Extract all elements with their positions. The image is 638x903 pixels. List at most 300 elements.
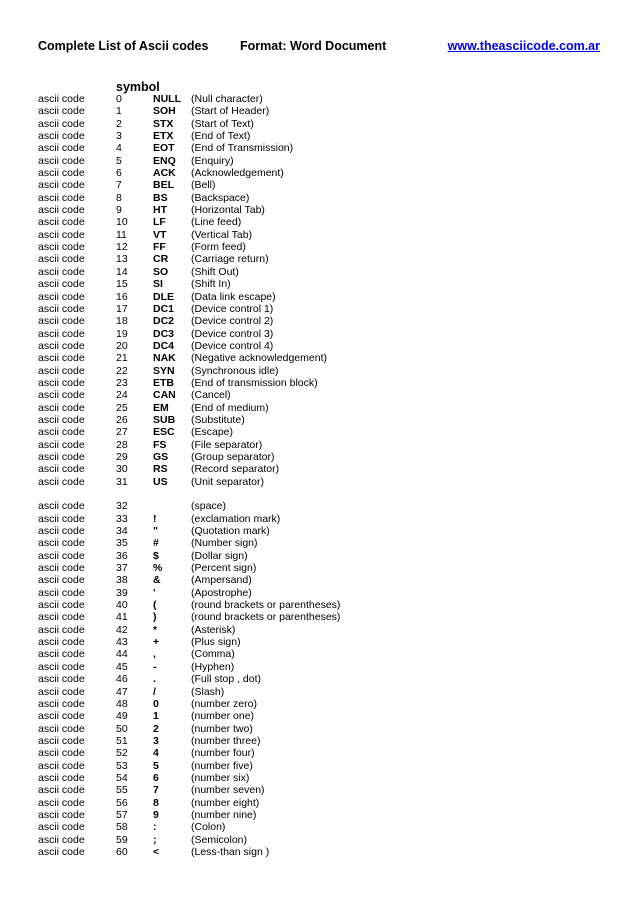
ascii-symbol: 6 [153,771,159,784]
ascii-description: (Substitute) [191,413,245,426]
ascii-description: (Plus sign) [191,636,241,649]
ascii-symbol: SI [153,278,163,291]
ascii-description: (End of Transmission) [191,142,294,155]
ascii-code-value: 21 [116,352,128,365]
table-row [38,192,600,204]
row-label: ascii code [38,771,85,784]
table-row [38,476,600,488]
table-row [38,439,600,451]
ascii-symbol: DC3 [153,327,175,340]
row-label: ascii code [38,364,85,377]
row-label: ascii code [38,93,85,105]
ascii-symbol: < [153,845,160,858]
ascii-symbol: 0 [153,697,159,710]
ascii-code-value: 46 [116,673,128,686]
ascii-description: (File separator) [191,438,263,451]
table-row [38,142,600,154]
row-label: ascii code [38,734,85,747]
row-label: ascii code [38,253,85,266]
ascii-symbol: DC2 [153,315,175,328]
ascii-code-value: 9 [116,204,122,217]
ascii-symbol: SO [153,265,169,278]
ascii-symbol: LF [153,216,166,229]
ascii-code-value: 44 [116,648,128,661]
row-label: ascii code [38,117,85,130]
ascii-code-value: 26 [116,413,128,426]
ascii-description: (number six) [191,771,250,784]
row-label: ascii code [38,278,85,291]
row-label: ascii code [38,660,85,673]
ascii-description: (Start of Text) [191,117,254,130]
row-label: ascii code [38,574,85,587]
ascii-symbol: ETB [153,376,174,389]
table-row [38,809,600,821]
ascii-symbol: DC1 [153,302,175,315]
ascii-code-value: 27 [116,426,128,439]
row-label: ascii code [38,586,85,599]
row-label: ascii code [38,327,85,340]
ascii-description: (Escape) [191,426,234,439]
table-row [38,402,600,414]
ascii-code-value: 1 [116,105,122,118]
ascii-symbol: DLE [153,290,174,303]
row-label: ascii code [38,796,85,809]
ascii-symbol: BS [153,191,168,204]
row-label: ascii code [38,130,85,143]
ascii-code-value: 2 [116,117,122,130]
ascii-description: (Dollar sign) [191,549,248,562]
group-spacer [38,488,600,500]
ascii-description: (Comma) [191,648,235,661]
ascii-description: (Device control 2) [191,315,274,328]
ascii-symbol: STX [153,117,174,130]
table-row [38,241,600,253]
row-label: ascii code [38,784,85,797]
ascii-code-value: 49 [116,710,128,723]
ascii-code-value: 47 [116,685,128,698]
ascii-description: (number zero) [191,697,257,710]
row-label: ascii code [38,500,85,513]
table-row [38,130,600,142]
table-row [38,451,600,463]
ascii-code-value: 32 [116,500,128,513]
ascii-code-value: 16 [116,290,128,303]
row-label: ascii code [38,845,85,858]
table-row [38,698,600,710]
table-row [38,365,600,377]
ascii-code-value: 4 [116,142,122,155]
row-label: ascii code [38,722,85,735]
ascii-symbol: 7 [153,784,159,797]
row-label: ascii code [38,636,85,649]
ascii-description: (Colon) [191,821,226,834]
ascii-symbol: % [153,562,163,575]
ascii-code-value: 55 [116,784,128,797]
ascii-code-value: 54 [116,771,128,784]
ascii-description: (Acknowledgement) [191,167,284,180]
ascii-symbol: ; [153,833,157,846]
ascii-description: (number nine) [191,808,257,821]
table-row [38,772,600,784]
row-label: ascii code [38,611,85,624]
row-label: ascii code [38,389,85,402]
ascii-description: (Horizontal Tab) [191,204,265,217]
table-row [38,118,600,130]
table-row [38,846,600,858]
ascii-symbol: VT [153,228,167,241]
ascii-description: (round brackets or parentheses) [191,611,341,624]
ascii-symbol: RS [153,463,168,476]
ascii-code-value: 56 [116,796,128,809]
ascii-code-value: 5 [116,154,122,167]
table-row [38,167,600,179]
ascii-symbol: * [153,623,158,636]
ascii-description: (Start of Header) [191,105,270,118]
ascii-description: (Device control 3) [191,327,274,340]
table-row [38,278,600,290]
table-row [38,93,600,105]
ascii-description: (End of transmission block) [191,376,318,389]
row-label: ascii code [38,426,85,439]
ascii-code-value: 23 [116,376,128,389]
table-row [38,562,600,574]
table-row [38,389,600,401]
ascii-symbol: SOH [153,105,176,118]
ascii-symbol: # [153,537,159,550]
table-row [38,352,600,364]
ascii-code-value: 58 [116,821,128,834]
ascii-description: (Negative acknowledgement) [191,352,327,365]
table-row [38,463,600,475]
ascii-symbol: BEL [153,179,174,192]
ascii-description: (End of medium) [191,401,269,414]
ascii-symbol: & [153,574,161,587]
ascii-code-value: 14 [116,265,128,278]
row-label: ascii code [38,376,85,389]
table-row [38,513,600,525]
ascii-description: (Form feed) [191,241,246,254]
row-label: ascii code [38,673,85,686]
table-row [38,179,600,191]
ascii-description: (Semicolon) [191,833,248,846]
ascii-code-value: 0 [116,93,122,105]
table-row [38,291,600,303]
ascii-description: (number seven) [191,784,265,797]
row-label: ascii code [38,759,85,772]
ascii-code-value: 59 [116,833,128,846]
ascii-code-value: 38 [116,574,128,587]
ascii-code-value: 41 [116,611,128,624]
row-label: ascii code [38,105,85,118]
ascii-code-value: 39 [116,586,128,599]
table-row [38,661,600,673]
table-row [38,414,600,426]
ascii-description: (Asterisk) [191,623,236,636]
ascii-code-value: 28 [116,438,128,451]
ascii-code-value: 43 [116,636,128,649]
ascii-code-value: 10 [116,216,128,229]
table-row [38,253,600,265]
ascii-symbol: EM [153,401,169,414]
row-label: ascii code [38,710,85,723]
row-label: ascii code [38,833,85,846]
row-label: ascii code [38,265,85,278]
ascii-description: (Quotation mark) [191,525,270,538]
table-row [38,105,600,117]
ascii-symbol: NAK [153,352,176,365]
ascii-code-value: 8 [116,191,122,204]
ascii-code-value: 36 [116,549,128,562]
ascii-code-value: 31 [116,475,128,488]
table-row [38,340,600,352]
row-label: ascii code [38,537,85,550]
ascii-code-value: 22 [116,364,128,377]
ascii-code-value: 33 [116,512,128,525]
table-row [38,821,600,833]
row-label: ascii code [38,302,85,315]
ascii-code-value: 20 [116,339,128,352]
row-label: ascii code [38,142,85,155]
table-row [38,648,600,660]
row-label: ascii code [38,179,85,192]
table-row [38,426,600,438]
ascii-description: (Percent sign) [191,562,257,575]
row-label: ascii code [38,525,85,538]
ascii-symbol: - [153,660,157,673]
row-label: ascii code [38,154,85,167]
website-link[interactable]: www.theasciicode.com.ar [447,39,600,53]
table-row [38,537,600,549]
ascii-description: (number eight) [191,796,260,809]
table-row [38,525,600,537]
ascii-description: (Hyphen) [191,660,235,673]
ascii-description: (Ampersand) [191,574,252,587]
ascii-code-value: 25 [116,401,128,414]
table-row [38,500,600,512]
table-row [38,673,600,685]
table-row [38,624,600,636]
ascii-code-value: 53 [116,759,128,772]
ascii-description: (Vertical Tab) [191,228,253,241]
ascii-description: (Apostrophe) [191,586,252,599]
table-row [38,587,600,599]
ascii-symbol: 5 [153,759,159,772]
row-label: ascii code [38,228,85,241]
ascii-symbol: 3 [153,734,159,747]
ascii-description: (number five) [191,759,253,772]
row-label: ascii code [38,191,85,204]
ascii-symbol: CR [153,253,169,266]
symbol-column-heading: symbol [116,80,160,94]
row-label: ascii code [38,352,85,365]
table-row [38,611,600,623]
row-label: ascii code [38,413,85,426]
table-row [38,735,600,747]
row-label: ascii code [38,450,85,463]
ascii-symbol: 8 [153,796,159,809]
row-label: ascii code [38,648,85,661]
ascii-code-value: 48 [116,697,128,710]
ascii-symbol: ENQ [153,154,176,167]
row-label: ascii code [38,512,85,525]
ascii-code-value: 40 [116,599,128,612]
ascii-symbol: + [153,636,160,649]
row-label: ascii code [38,549,85,562]
ascii-code-value: 37 [116,562,128,575]
ascii-symbol: ACK [153,167,176,180]
ascii-description: (Device control 4) [191,339,274,352]
ascii-description: (Group separator) [191,450,275,463]
ascii-description: (Enquiry) [191,154,234,167]
ascii-description: (Backspace) [191,191,250,204]
ascii-symbol: ( [153,599,157,612]
ascii-code-value: 50 [116,722,128,735]
ascii-description: (Cancel) [191,389,231,402]
ascii-description: (number three) [191,734,261,747]
ascii-code-value: 45 [116,660,128,673]
ascii-description: (exclamation mark) [191,512,281,525]
row-label: ascii code [38,685,85,698]
ascii-symbol: FF [153,241,166,254]
ascii-description: (Full stop , dot) [191,673,262,686]
ascii-description: (Synchronous idle) [191,364,279,377]
row-label: ascii code [38,475,85,488]
row-label: ascii code [38,808,85,821]
table-row [38,377,600,389]
ascii-code-value: 30 [116,463,128,476]
row-label: ascii code [38,204,85,217]
ascii-symbol: 4 [153,747,159,760]
ascii-symbol: . [153,673,156,686]
ascii-code-value: 6 [116,167,122,180]
ascii-symbol: 2 [153,722,159,735]
row-label: ascii code [38,623,85,636]
row-label: ascii code [38,241,85,254]
ascii-description: (Record separator) [191,463,280,476]
ascii-code-value: 11 [116,228,127,241]
ascii-code-value: 17 [116,302,128,315]
ascii-code-value: 34 [116,525,128,538]
document-title: Complete List of Ascii codes [38,39,209,53]
ascii-code-value: 57 [116,808,128,821]
ascii-description: (Number sign) [191,537,258,550]
ascii-symbol: ESC [153,426,175,439]
table-row [38,229,600,241]
ascii-description: (Data link escape) [191,290,276,303]
table-row [38,155,600,167]
document-format: Format: Word Document [240,39,387,53]
ascii-symbol: CAN [153,389,176,402]
ascii-symbol: 9 [153,808,159,821]
ascii-description: (End of Text) [191,130,251,143]
row-label: ascii code [38,216,85,229]
ascii-symbol: HT [153,204,167,217]
ascii-code-value: 52 [116,747,128,760]
table-row [38,550,600,562]
table-row [38,797,600,809]
ascii-description: (Line feed) [191,216,242,229]
row-label: ascii code [38,821,85,834]
ascii-description: (Carriage return) [191,253,269,266]
ascii-code-value: 18 [116,315,128,328]
table-row [38,784,600,796]
ascii-description: (space) [191,500,227,513]
table-row [38,204,600,216]
ascii-description: (Slash) [191,685,225,698]
row-label: ascii code [38,599,85,612]
ascii-symbol: / [153,685,156,698]
row-label: ascii code [38,290,85,303]
ascii-description: (round brackets or parentheses) [191,599,341,612]
table-row [38,747,600,759]
ascii-description: (Shift In) [191,278,231,291]
ascii-description: (number one) [191,710,255,723]
table-row [38,315,600,327]
table-row [38,574,600,586]
ascii-description: (number four) [191,747,255,760]
row-label: ascii code [38,339,85,352]
ascii-code-value: 24 [116,389,128,402]
table-row [38,599,600,611]
ascii-symbol: ! [153,512,157,525]
ascii-code-value: 60 [116,845,128,858]
ascii-code-value: 7 [116,179,122,192]
row-label: ascii code [38,315,85,328]
ascii-symbol: , [153,648,156,661]
table-row [38,216,600,228]
ascii-symbol: NULL [153,93,181,105]
ascii-symbol: EOT [153,142,175,155]
ascii-symbol: GS [153,450,169,463]
row-label: ascii code [38,167,85,180]
table-row [38,266,600,278]
table-row [38,760,600,772]
ascii-code-value: 3 [116,130,122,143]
ascii-code-value: 15 [116,278,128,291]
row-label: ascii code [38,562,85,575]
ascii-symbol: ' [153,586,156,599]
ascii-code-value: 19 [116,327,128,340]
ascii-symbol: : [153,821,157,834]
table-row [38,723,600,735]
ascii-symbol: US [153,475,168,488]
ascii-symbol: $ [153,549,159,562]
ascii-code-value: 12 [116,241,128,254]
ascii-symbol: ETX [153,130,174,143]
ascii-symbol: SYN [153,364,175,377]
ascii-description: (Null character) [191,93,263,105]
ascii-symbol: 1 [153,710,159,723]
ascii-symbol: ) [153,611,157,624]
ascii-description: (Bell) [191,179,216,192]
ascii-symbol: FS [153,438,167,451]
ascii-description: (Device control 1) [191,302,274,315]
ascii-code-value: 29 [116,450,128,463]
row-label: ascii code [38,438,85,451]
row-label: ascii code [38,401,85,414]
document-header [38,39,600,55]
ascii-description: (Shift Out) [191,265,239,278]
ascii-table [38,93,600,858]
ascii-description: (Unit separator) [191,475,264,488]
row-label: ascii code [38,697,85,710]
ascii-symbol: SUB [153,413,176,426]
ascii-symbol: DC4 [153,339,175,352]
ascii-code-value: 13 [116,253,128,266]
ascii-code-value: 35 [116,537,128,550]
ascii-code-value: 51 [116,734,128,747]
table-row [38,328,600,340]
